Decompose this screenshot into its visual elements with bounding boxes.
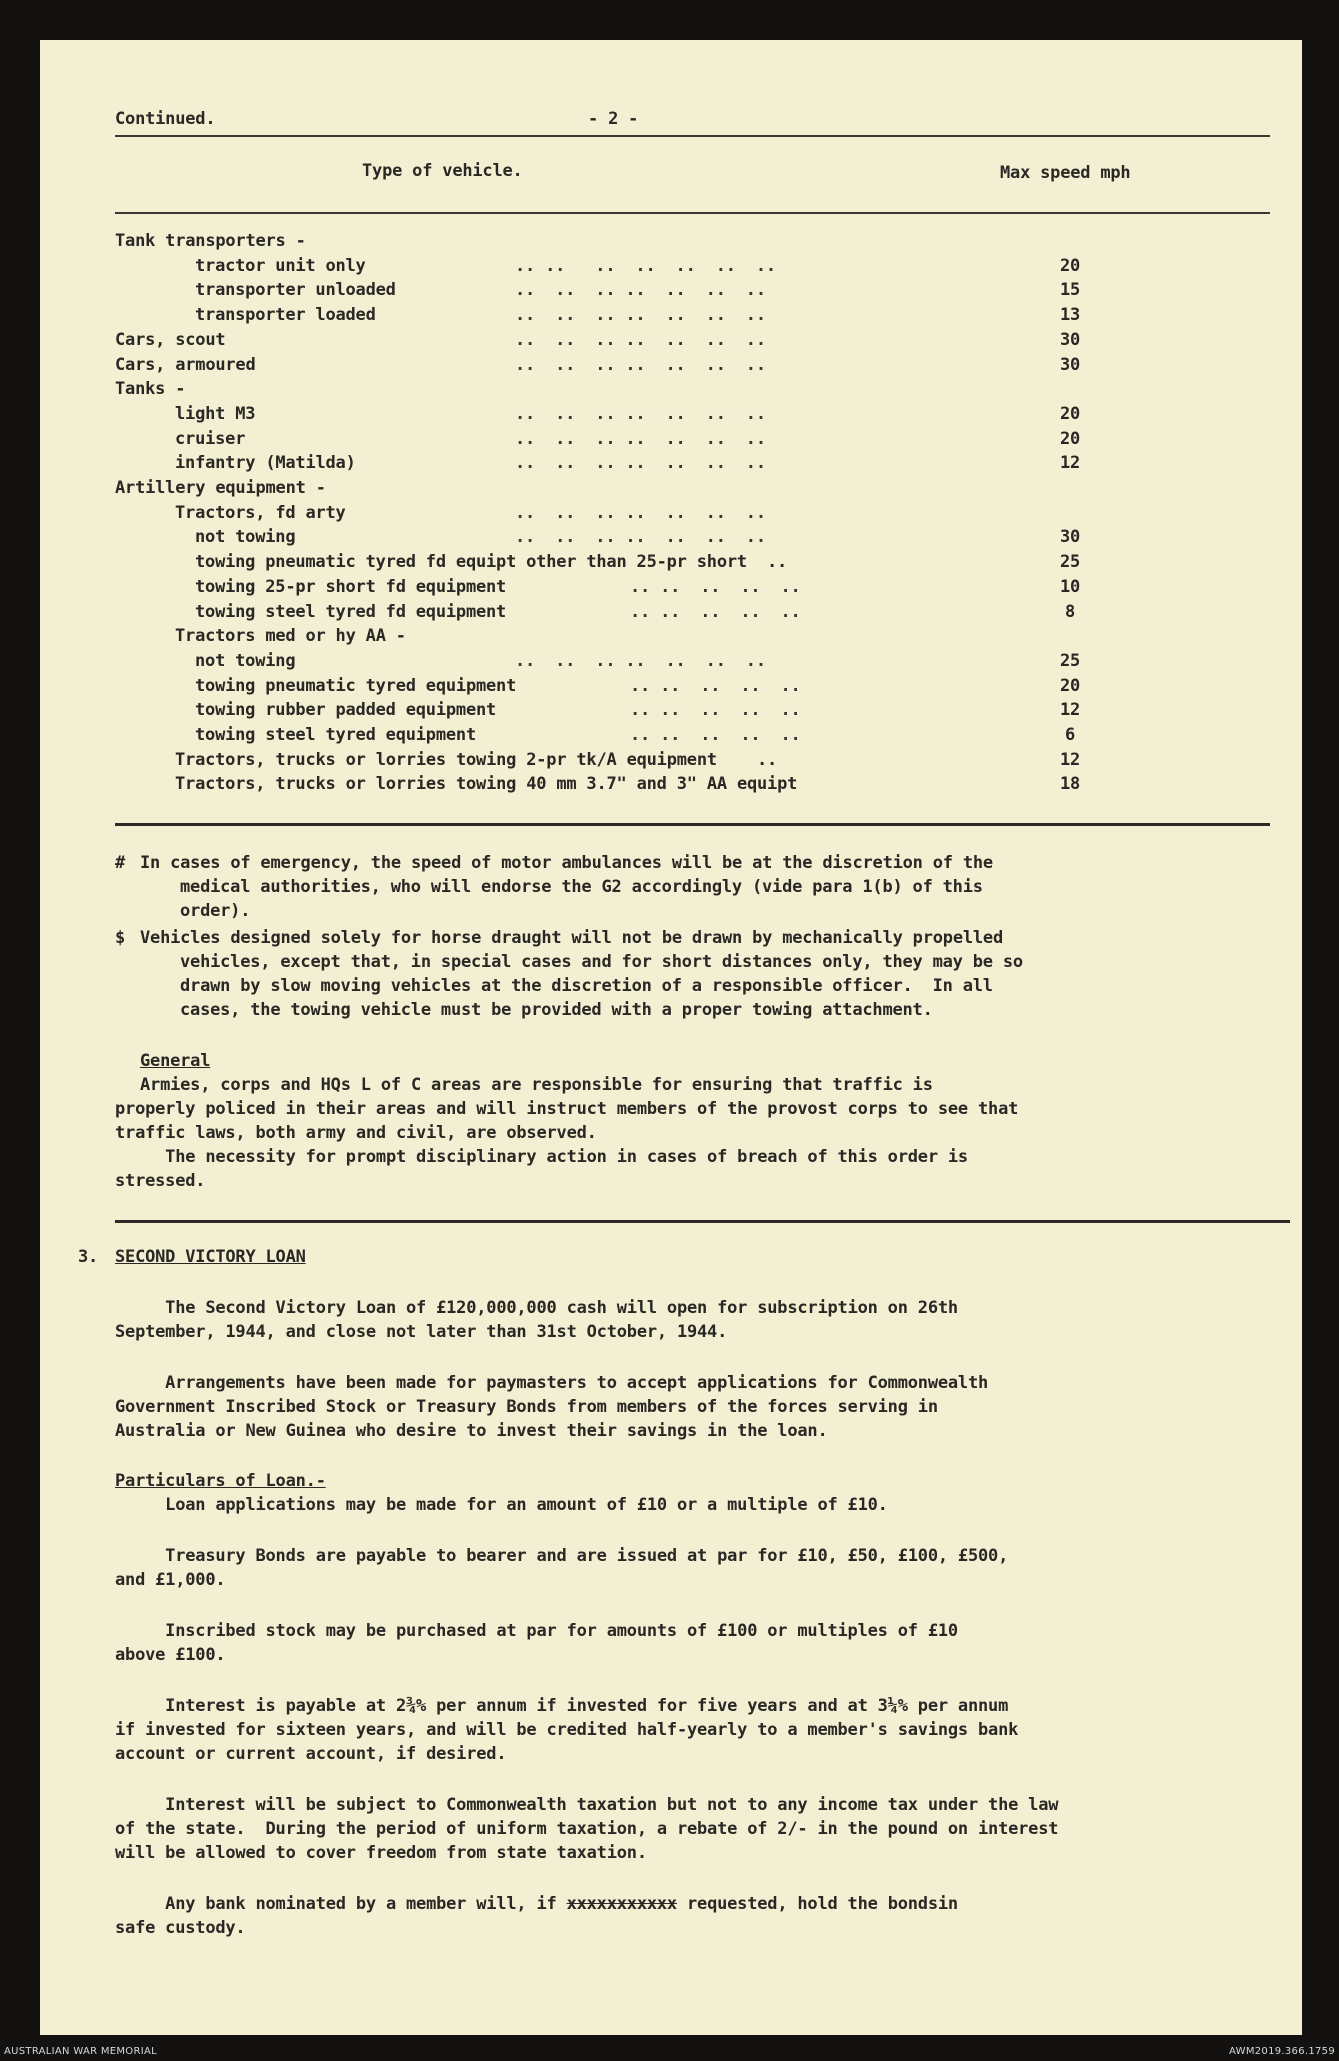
table-row-label: towing pneumatic tyred fd equipt other than 25-pr short .. (195, 552, 788, 572)
general-heading: General (140, 1051, 211, 1071)
table-row-label: towing steel tyred fd equipment (195, 602, 507, 622)
table-row-label: Tractors, trucks or lorries towing 2-pr tk/A equipment .. (175, 750, 778, 770)
footnote-1-mark: # (115, 853, 126, 873)
general-line: The necessity for prompt disciplinary action in cases of breach of this order is (115, 1147, 968, 1167)
max-speed-value: 13 (1059, 305, 1081, 325)
leader-dots: .. .. .. .. .. .. .. (515, 330, 766, 350)
footnote-2-mark: $ (115, 928, 126, 948)
table-row-label: Tractors med or hy AA - (175, 626, 406, 646)
loan-paragraph-line: Arrangements have been made for paymasters to accept applications for Commonwealth (115, 1373, 989, 1393)
loan-paragraph-line: account or current account, if desired. (115, 1744, 507, 1764)
footnote-2-line: vehicles, except that, in special cases and for short distances only, they may be so (180, 952, 1023, 972)
para7-end: requested, hold the bondsin (676, 1894, 958, 1914)
struck-text: xxxxxxxxxxx (566, 1894, 677, 1914)
leader-dots: .. .. .. .. .. .. .. (515, 355, 766, 375)
table-row-label: Tractors, trucks or lorries towing 40 mm 3.7" and 3" AA equipt (175, 774, 798, 794)
leader-dots: .. .. .. .. .. .. .. (515, 453, 766, 473)
leader-dots: .. .. .. .. .. .. .. (515, 256, 776, 276)
section-heading: SECOND VICTORY LOAN (115, 1247, 306, 1267)
max-speed-value: 12 (1059, 700, 1081, 720)
leader-dots: .. .. .. .. .. (630, 602, 801, 622)
leader-dots: .. .. .. .. .. .. .. (515, 651, 766, 671)
loan-paragraph-line: and £1,000. (115, 1570, 226, 1590)
leader-dots: .. .. .. .. .. (630, 676, 801, 696)
particulars-line: Loan applications may be made for an amount of £10 or a multiple of £10. (115, 1495, 888, 1515)
table-row-label: Tractors, fd arty (175, 503, 346, 523)
loan-paragraph-line: safe custody. (115, 1918, 246, 1938)
footer-right-label: AWM2019.366.1759 (1229, 2046, 1335, 2057)
table-row-label: Cars, armoured (115, 355, 256, 375)
max-speed-value: 20 (1059, 404, 1081, 424)
leader-dots: .. .. .. .. .. .. .. (515, 280, 766, 300)
loan-paragraph-line: Interest is payable at 2¾% per annum if invested for five years and at 3¼% per annum (115, 1696, 1009, 1716)
table-row-label: transporter loaded (195, 305, 376, 325)
loan-paragraph-line: Treasury Bonds are payable to bearer and are issued at par for £10, £50, £100, £500, (115, 1546, 1009, 1566)
leader-dots: .. .. .. .. .. (630, 725, 801, 745)
max-speed-value: 6 (1064, 725, 1076, 745)
footnote-1-line: order). (180, 901, 251, 921)
table-row-label: towing pneumatic tyred equipment (195, 676, 517, 696)
table-row-label: not towing (195, 651, 296, 671)
table-row-label: infantry (Matilda) (175, 453, 356, 473)
max-speed-value: 10 (1059, 577, 1081, 597)
footnote-2-line: drawn by slow moving vehicles at the discretion of a responsible officer. In all (180, 976, 993, 996)
loan-paragraph-line: Government Inscribed Stock or Treasury Bonds from members of the forces serving in (115, 1397, 938, 1417)
max-speed-value: 20 (1059, 256, 1081, 276)
table-row-label: not towing (195, 527, 296, 547)
footnote-2-line: Vehicles designed solely for horse draught will not be drawn by mechanically propelled (140, 928, 1003, 948)
max-speed-value: 30 (1059, 330, 1081, 350)
leader-dots: .. .. .. .. .. .. .. (515, 305, 766, 325)
general-line: properly policed in their areas and will instruct members of the provost corps to see that (115, 1099, 1019, 1119)
max-speed-value: 30 (1059, 527, 1081, 547)
max-speed-value: 25 (1059, 552, 1081, 572)
max-speed-value: 30 (1059, 355, 1081, 375)
document-page (40, 40, 1302, 2035)
column-header-type: Type of vehicle. (362, 161, 523, 181)
table-row-label: tractor unit only (195, 256, 366, 276)
max-speed-value: 12 (1059, 453, 1081, 473)
max-speed-value: 18 (1059, 774, 1081, 794)
loan-paragraph-line: will be allowed to cover freedom from state taxation. (115, 1843, 647, 1863)
table-row-label: Cars, scout (115, 330, 226, 350)
particulars-heading: Particulars of Loan.- (115, 1471, 326, 1491)
table-row-label: towing rubber padded equipment (195, 700, 497, 720)
general-line: stressed. (115, 1171, 206, 1191)
table-row-label: towing 25-pr short fd equipment (195, 577, 507, 597)
loan-paragraph-line: Interest will be subject to Commonwealth taxation but not to any income tax under the law (115, 1795, 1059, 1815)
leader-dots: .. .. .. .. .. .. .. (515, 503, 766, 523)
table-end-rule (115, 823, 1270, 826)
footnote-2-line: cases, the towing vehicle must be provided with a proper towing attachment. (180, 1000, 933, 1020)
leader-dots: .. .. .. .. .. (630, 700, 801, 720)
header-rule (115, 135, 1270, 137)
table-row-label: cruiser (175, 429, 246, 449)
table-row-label: Artillery equipment - (115, 478, 326, 498)
max-speed-value: 20 (1059, 429, 1081, 449)
general-line: traffic laws, both army and civil, are observed. (115, 1123, 597, 1143)
section-rule (115, 1220, 1290, 1223)
max-speed-value: 15 (1059, 280, 1081, 300)
leader-dots: .. .. .. .. .. (630, 577, 801, 597)
max-speed-value: 8 (1064, 602, 1076, 622)
max-speed-value: 20 (1059, 676, 1081, 696)
loan-paragraph-line: September, 1944, and close not later than 31st October, 1944. (115, 1322, 728, 1342)
table-row-label: transporter unloaded (195, 280, 396, 300)
loan-paragraph-line: above £100. (115, 1645, 226, 1665)
table-row-label: towing steel tyred equipment (195, 725, 476, 745)
general-line: Armies, corps and HQs L of C areas are responsible for ensuring that traffic is (140, 1075, 933, 1095)
footer-left-label: AUSTRALIAN WAR MEMORIAL (4, 2046, 157, 2057)
loan-paragraph-line: The Second Victory Loan of £120,000,000 cash will open for subscription on 26th (115, 1298, 958, 1318)
column-header-speed: Max speed mph (1000, 163, 1131, 183)
page-number: - 2 - (588, 109, 639, 129)
table-row-label: Tanks - (115, 379, 186, 399)
loan-paragraph-line: if invested for sixteen years, and will be credited half-yearly to a member's savings bank (115, 1720, 1019, 1740)
loan-paragraph-line: Australia or New Guinea who desire to invest their savings in the loan. (115, 1421, 828, 1441)
para7-start: Any bank nominated by a member will, if (115, 1894, 567, 1914)
table-header-rule (115, 212, 1270, 214)
loan-paragraph-line: of the state. During the period of uniform taxation, a rebate of 2/- in the pound on interest (115, 1819, 1059, 1839)
loan-paragraph-line: Inscribed stock may be purchased at par for amounts of £100 or multiples of £10 (115, 1621, 958, 1641)
footnote-1-line: In cases of emergency, the speed of motor ambulances will be at the discretion of the (140, 853, 993, 873)
leader-dots: .. .. .. .. .. .. .. (515, 404, 766, 424)
continued-label: Continued. (115, 109, 216, 129)
loan-paragraph-line (115, 1893, 958, 1915)
footnote-1-line: medical authorities, who will endorse the G2 accordingly (vide para 1(b) of this (180, 877, 983, 897)
max-speed-value: 12 (1059, 750, 1081, 770)
table-row-label: Tank transporters - (115, 231, 306, 251)
leader-dots: .. .. .. .. .. .. .. (515, 527, 766, 547)
section-number: 3. (78, 1247, 99, 1267)
max-speed-value: 25 (1059, 651, 1081, 671)
table-row-label: light M3 (175, 404, 256, 424)
leader-dots: .. .. .. .. .. .. .. (515, 429, 766, 449)
